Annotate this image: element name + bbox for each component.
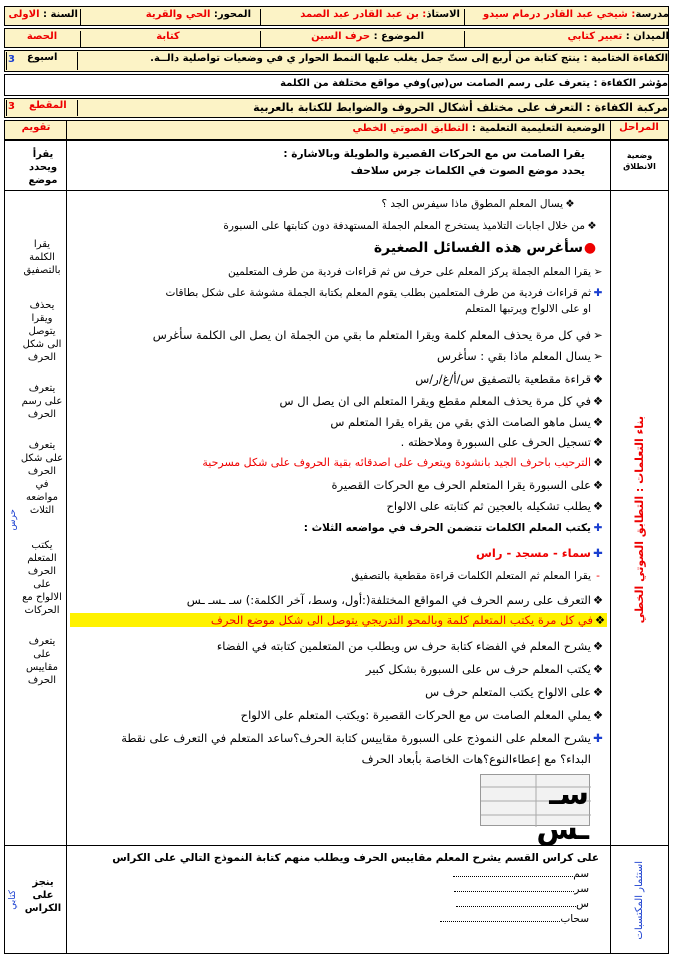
situation-header xyxy=(250,123,605,134)
letter-model-figure xyxy=(480,774,590,847)
build-line-1: ❖يسال المعلم المطوق ماذا سيفرس الجد ؟ xyxy=(381,198,575,210)
situation-label: الوضعية التعليمية التعلمية : xyxy=(471,123,605,134)
build-line-3: ●سأغرس هذه الفسائل الصغيرة xyxy=(373,240,597,256)
build-stage-label: بناء التعلمات : التطابق الصوتي الخطي xyxy=(633,416,646,624)
year-value: الاولى xyxy=(8,9,43,20)
topic-label: الموضوع : xyxy=(373,31,424,42)
component-text: التعرف على مختلف أشكال الحروف والضوابط للكتابة بالعربية xyxy=(253,101,587,114)
final-competency-text: ينتج كتابة من أربع إلى ستّ جمل يغلب عليها النمط الحوار ي في وضعيات تواصلية دالــة. xyxy=(150,53,584,64)
build-line-23: ❖على الالواح يكتب المتعلم حرف س xyxy=(425,685,604,699)
field-value: تعبير كتابي xyxy=(567,31,626,42)
segment-cell xyxy=(6,100,78,116)
segment-label: المقطع xyxy=(29,100,67,111)
year-cell xyxy=(6,9,78,25)
investment-word-3: س xyxy=(70,898,605,910)
build-eval-column xyxy=(20,200,64,687)
launch-eval xyxy=(22,148,64,187)
eval-block-6: يتعرف على مقاييس الحرف xyxy=(25,636,58,686)
build-line-16: ✚يكتب المعلم الكلمات تتضمن الحرف في مواضعه الثلاث : xyxy=(303,522,603,534)
week-label: اسبوع xyxy=(27,52,58,63)
teacher-cell xyxy=(260,9,465,25)
school-value: : شيخي عبد القادر درمام سيدو xyxy=(482,9,636,20)
axis-label: المحور: xyxy=(213,9,251,20)
eval-block-5: يكتب المتعلم الحرف على الالواح مع الحركات xyxy=(22,540,62,616)
final-competency xyxy=(80,53,668,64)
build-line-15: ❖يطلب تشكيله بالعجين ثم كتابته على الالواح xyxy=(386,499,604,513)
investment-instruction: على كراس القسم يشرح المعلم مقاييس الحرف ويطلب منهم كتابة النموذج التالي على الكراس xyxy=(112,852,599,864)
stages-header xyxy=(610,122,668,133)
teacher-value: : بن عبد القادر عبد الصمد xyxy=(300,9,427,20)
teacher-label: الاستاذ xyxy=(426,9,460,20)
build-line-13: ❖الترحيب باحرف الجيد بانشودة ويتعرف على اصدقائه بقية الحروف على شكل مسرحية xyxy=(202,456,603,469)
year-label: السنة : xyxy=(43,9,78,20)
eval-block-2: يحذف ويقرا يتوصل الى شكل الحرف xyxy=(22,300,62,363)
investment-left-side-label: كتابي xyxy=(8,890,18,910)
build-line-6: او على الالواح ويرتبها المتعلم xyxy=(465,303,591,315)
build-left-side xyxy=(6,460,20,580)
build-line-2: ❖من خلال اجابات التلاميذ يستخرج المعلم الجملة المستهدفة دون كتابتها على السبورة xyxy=(223,220,597,232)
topic-cell xyxy=(260,31,465,47)
indicator-label: مؤشر الكفاءة : xyxy=(593,78,668,89)
build-line-22: ❖يكتب المعلم حرف س على السبورة بشكل كبير xyxy=(365,662,604,676)
build-line-14: ❖على السبورة يقرا المتعلم الحرف مع الحركات القصيرة xyxy=(331,478,604,492)
build-line-11: ❖يسل ماهو الصامت الذي بقي من يقراه يقرا المتعلم س xyxy=(330,415,604,429)
launch-stage xyxy=(612,150,667,172)
topic-value: حرف السين xyxy=(311,31,374,42)
eval-block-1: يقرا الكلمة بالتصفيق xyxy=(23,239,61,276)
build-line-24: ❖يملي المعلم الصامت س مع الحركات القصيرة :ويكتب المتعلم على الالواح xyxy=(240,708,604,722)
investment-word-2: سر xyxy=(70,883,605,895)
component xyxy=(80,101,668,114)
indicator xyxy=(80,78,668,89)
situation-topic: التطابق الصوتي الخطي xyxy=(352,123,472,134)
build-line-25: ✚يشرح المعلم على النموذج على السبورة مقاييس كتابة الحرف؟ساعد المتعلم في التعرف على نقطة xyxy=(121,731,603,745)
build-line-18: -يقرا المعلم ثم المتعلم الكلمات قراءة مقطعية بالتصفيق xyxy=(351,570,600,582)
investment-stage xyxy=(612,850,667,950)
final-competency-label: الكفاءة الختامية : xyxy=(583,53,668,64)
divider-stages xyxy=(610,120,611,954)
indicator-text: يتعرف على رسم الصامت س(ڛ)وفي مواقع مختلفة من الكلمة xyxy=(280,78,594,89)
investment-stage-label: استثمار المكتسبات xyxy=(634,860,645,940)
segment-number: 3 xyxy=(8,101,15,112)
investment-eval xyxy=(22,876,64,915)
axis-value: الحي والقرية xyxy=(145,9,214,20)
model-letters: سـ ـس xyxy=(536,777,589,847)
build-line-19: ❖التعرف على رسم الحرف في المواقع المختلفة(:أول، وسط، آخر الكلمة:) سـ ـسـ ـس xyxy=(186,593,604,607)
investment-left-side xyxy=(6,870,20,930)
build-line-21: ❖يشرح المعلم في الفضاء كتابة حرف س ويطلب من المتعلمين كتابته في الفضاء xyxy=(216,639,604,653)
subject-value: كتابة xyxy=(156,31,180,42)
build-line-20: ❖في كل مرة يكتب المتعلم كلمة وبالمحو التدريجي يتوصل الى شكل موضع الحرف xyxy=(70,613,607,627)
launch-eval-text: يقرأ ويحدد موضع xyxy=(28,149,58,186)
build-line-9: ❖قراءة مقطعية بالتصفيق س/أ/غ/ر/س xyxy=(415,372,604,386)
evaluation-header xyxy=(6,122,66,133)
evaluation-label: تقويم xyxy=(21,122,51,133)
launch-line-1: يقرا الصامت س مع الحركات القصيرة والطويلة وبالاشارة : xyxy=(283,148,585,160)
investment-eval-text: ينجز على الكراس xyxy=(24,877,62,914)
investment-word-4: سحاب xyxy=(70,913,605,925)
school-label: مدرسة xyxy=(635,9,669,20)
launch-line-2: يحدد موضع الصوت في الكلمات جرس سلاحف xyxy=(350,165,585,177)
build-content xyxy=(70,196,607,847)
week-cell xyxy=(6,52,78,70)
eval-block-3: يتعرف على رسم الحرف xyxy=(21,383,63,420)
build-line-17: ✚سماء - مسجد - راس xyxy=(476,546,603,560)
divider-launch xyxy=(4,190,669,191)
build-stage xyxy=(612,200,667,840)
build-line-8: ➢يسال المعلم ماذا بقي : سأغرس xyxy=(437,349,603,363)
session-label: الحصة xyxy=(26,31,58,42)
build-line-7: ➢في كل مرة يحذف المعلم كلمة ويقرا المتعلم ما بقي من الجملة ان يصل الى الكلمة سأغرس xyxy=(152,328,603,342)
subject-cell xyxy=(80,31,255,47)
build-left-side-label: حرس xyxy=(8,509,18,531)
divider-eval xyxy=(66,120,67,954)
build-line-10: ❖في كل مرة يحذف المعلم مقطع ويقرا المتعلم الى ان يصل ال س xyxy=(279,394,604,408)
component-label: مركبة الكفاءة : xyxy=(586,101,668,114)
week-number: 3 xyxy=(8,54,15,65)
field-label: الميدان : xyxy=(625,31,669,42)
build-line-26: البداء؟ مع إعطاءالنوع؟هات الخاصة بأبعاد الحرف xyxy=(361,752,591,766)
field-cell xyxy=(474,31,669,47)
school-cell xyxy=(474,9,669,25)
build-line-4: ➢يقرا المعلم الجملة يركز المعلم على حرف س ثم قراءات فردية من طرف المتعلمين xyxy=(227,266,603,278)
build-line-12: ❖تسجيل الحرف على السبورة وملاحظته . xyxy=(400,435,604,449)
build-line-5: ✚ثم قراءات فردية من طرف المتعلمين بطلب يقوم المعلم بكتابة الجملة مشوشة على شكل بطاقات xyxy=(165,287,603,299)
session-cell xyxy=(6,31,78,47)
axis-cell xyxy=(80,9,255,25)
investment-word-1: سم xyxy=(70,868,605,880)
launch-stage-label: وضعية الانطلاق xyxy=(623,151,656,171)
launch-content xyxy=(70,146,605,180)
stages-label: المراحل xyxy=(619,122,659,133)
eval-block-4: يتعرف على شكل الحرف في مواضعه الثلاث xyxy=(20,440,64,516)
investment-content xyxy=(70,852,605,925)
